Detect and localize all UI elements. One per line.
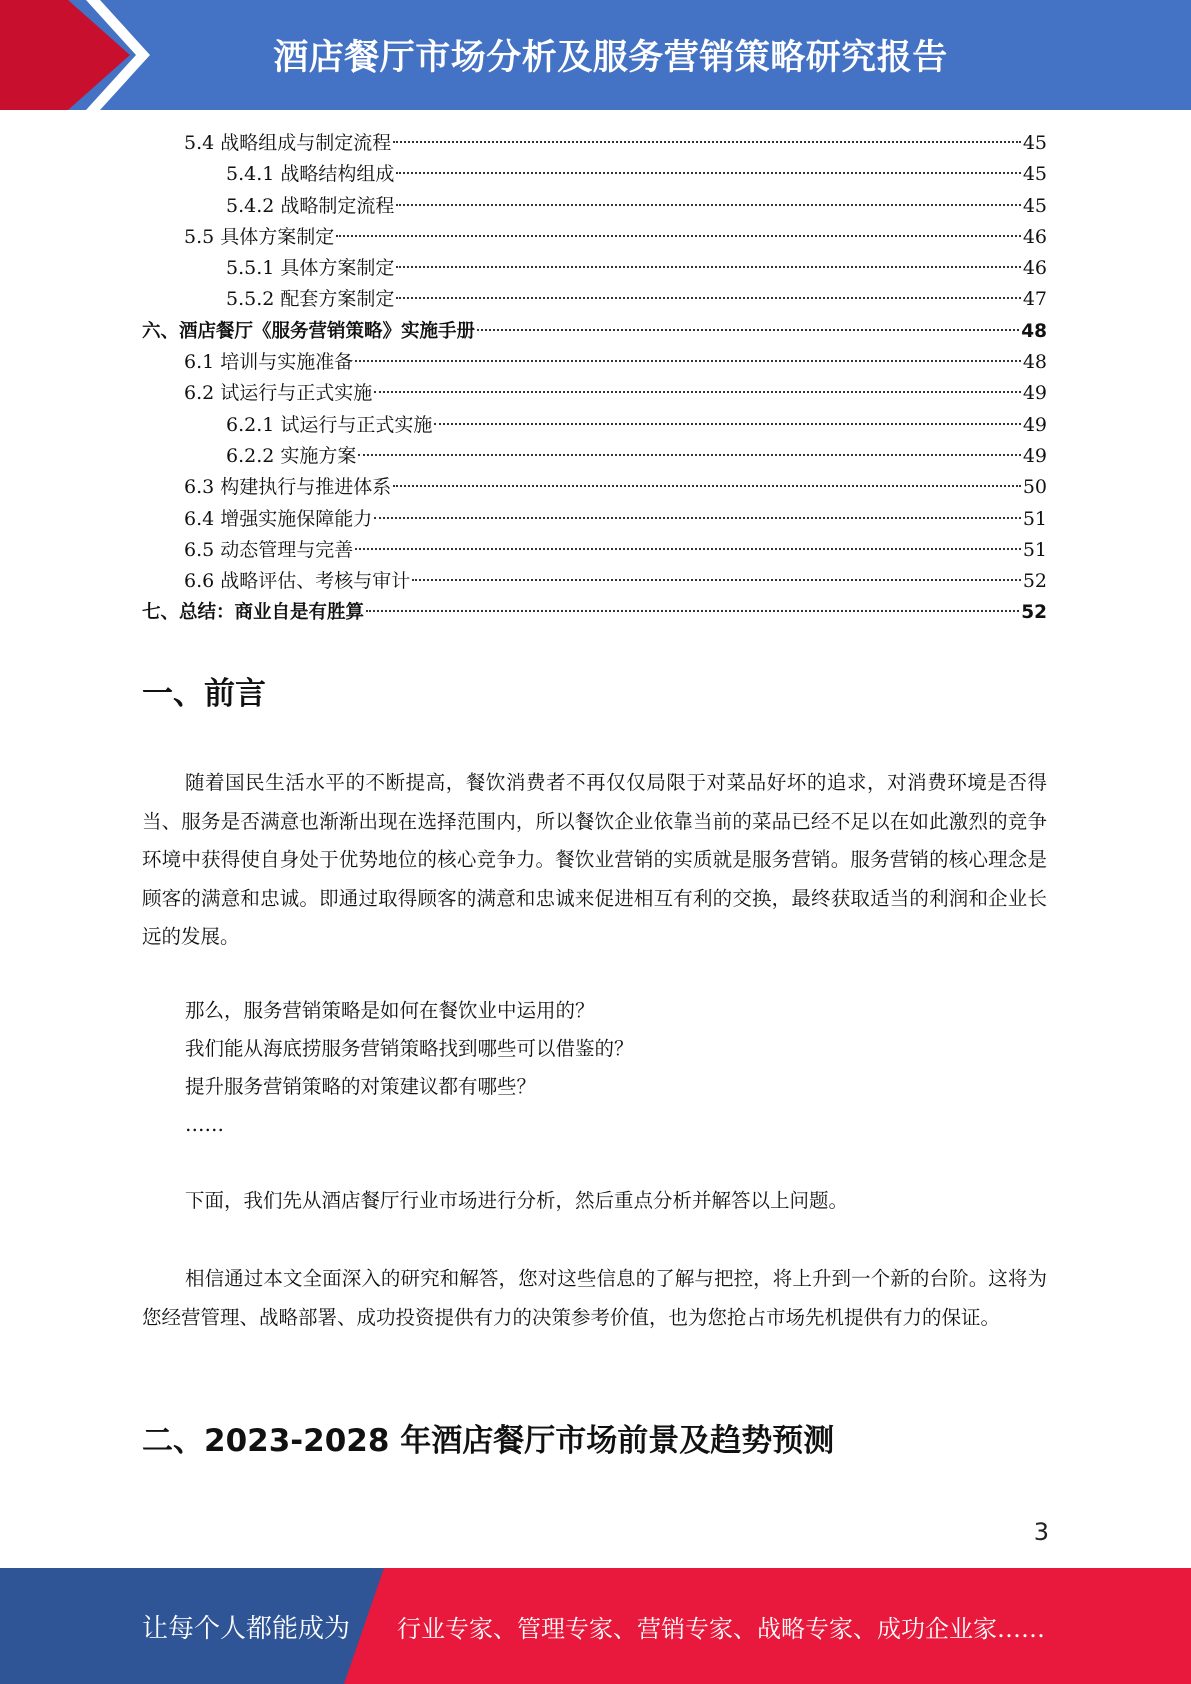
toc-entry-label: 六、酒店餐厅《服务营销策略》实施手册 (142, 320, 476, 342)
toc-entry-label: 5.5 具体方案制定 (184, 225, 335, 248)
footer-slogan-right: 行业专家、管理专家、营销专家、战略专家、成功企业家…… (397, 1614, 1045, 1643)
preface-paragraph: 随着国民生活水平的不断提高，餐饮消费者不再仅仅局限于对菜品好坏的追求，对消费环境是否得当、服务是否满意也渐渐出现在选择范围内，所以餐饮企业依靠当前的菜品已经不足以在如此激烈的竞争环境中获得使自身处于优势地位的核心竞争力。餐饮业营销的实质就是服务营销。服务营销的核心理念是顾客的满意和忠诚。即通过取得顾客的满意和忠诚来促进相互有利的交换，最终获取适当的利润和企业长远的发展。 (142, 771, 1047, 948)
toc-entry[interactable] (142, 159, 1047, 190)
toc-dot-leader (355, 548, 1021, 550)
toc-entry[interactable] (142, 316, 1047, 347)
toc-entry-label: 6.4 增强实施保障能力 (184, 507, 373, 530)
section-heading-market-outlook: 二、2023-2028 年酒店餐厅市场前景及趋势预测 (142, 1423, 835, 1459)
toc-entry-label: 5.5.2 配套方案制定 (226, 288, 395, 311)
toc-entry-page: 45 (1022, 194, 1047, 217)
toc-entry-label: 6.2 试运行与正式实施 (184, 382, 373, 405)
toc-dot-leader (374, 391, 1021, 393)
toc-entry-page: 48 (1022, 351, 1047, 374)
toc-entry-page: 49 (1022, 444, 1047, 467)
toc-entry[interactable] (142, 347, 1047, 378)
toc-entry-page: 50 (1022, 476, 1047, 499)
question-line: 我们能从海底捞服务营销策略找到哪些可以借鉴的？ (185, 1037, 634, 1060)
toc-dot-leader (358, 454, 1020, 456)
toc-entry-label: 6.2.2 实施方案 (226, 444, 357, 467)
toc-dot-leader (434, 423, 1020, 425)
ellipsis-line: …… (185, 1113, 224, 1136)
toc-entry[interactable] (142, 378, 1047, 409)
toc-entry-label: 6.3 构建执行与推进体系 (184, 476, 392, 499)
toc-entry-page: 45 (1022, 163, 1047, 186)
toc-dot-leader (412, 579, 1021, 581)
toc-entry[interactable] (142, 504, 1047, 535)
toc-entry-label: 6.2.1 试运行与正式实施 (226, 413, 433, 436)
toc-entry-label: 6.6 战略评估、考核与审计 (184, 570, 411, 593)
toc-entry-page: 52 (1022, 570, 1047, 593)
toc-entry-page: 51 (1022, 507, 1047, 530)
toc-entry-page: 48 (1021, 320, 1047, 342)
page-number: 3 (1033, 1518, 1049, 1546)
toc-entry-label: 6.1 培训与实施准备 (184, 351, 354, 374)
toc-entry[interactable] (142, 128, 1047, 159)
toc-entry[interactable] (142, 284, 1047, 315)
toc-entry-page: 45 (1022, 132, 1047, 154)
toc-dot-leader (396, 266, 1020, 268)
question-line: 提升服务营销策略的对策建议都有哪些？ (185, 1075, 537, 1098)
toc-entry-page: 47 (1022, 288, 1047, 311)
intro-paragraph: 下面，我们先从酒店餐厅行业市场进行分析，然后重点分析并解答以上问题。 (185, 1189, 849, 1212)
toc-entry-page: 51 (1022, 538, 1047, 561)
toc-dot-leader (336, 235, 1021, 237)
toc-dot-leader (477, 329, 1019, 331)
toc-entry[interactable] (142, 472, 1047, 503)
toc-entry-label: 七、总结：商业自是有胜算 (142, 602, 365, 624)
toc-entry[interactable] (142, 191, 1047, 222)
toc-dot-leader (355, 360, 1021, 362)
toc-entry[interactable] (142, 410, 1047, 441)
toc-entry-page: 49 (1022, 413, 1047, 436)
closing-paragraph: 相信通过本文全面深入的研究和解答，您对这些信息的了解与把控，将上升到一个新的台阶。这将为您经营管理、战略部署、成功投资提供有力的决策参考价值，也为您抢占市场先机提供有力的保证。 (142, 1267, 1047, 1329)
toc-dot-leader (396, 297, 1020, 299)
toc-dot-leader (396, 172, 1020, 174)
header-chevron-decoration (0, 0, 160, 110)
toc-entry-label: 5.4.2 战略制定流程 (226, 194, 395, 217)
toc-dot-leader (396, 204, 1020, 206)
toc-dot-leader (374, 517, 1021, 519)
toc-entry[interactable] (142, 535, 1047, 566)
toc-entry-label: 5.4 战略组成与制定流程 (184, 132, 392, 154)
table-of-contents (142, 128, 1047, 629)
header-title: 酒店餐厅市场分析及服务营销策略研究报告 (273, 38, 948, 78)
toc-entry[interactable] (142, 441, 1047, 472)
toc-dot-leader (366, 610, 1019, 612)
section-heading-preface: 一、前言 (142, 676, 266, 712)
toc-entry-label: 6.5 动态管理与完善 (184, 538, 354, 561)
toc-dot-leader (393, 485, 1021, 487)
toc-entry-page: 46 (1022, 257, 1047, 280)
toc-dot-leader (393, 141, 1021, 143)
toc-entry-page: 52 (1021, 602, 1047, 624)
toc-entry[interactable] (142, 566, 1047, 597)
question-line: 那么，服务营销策略是如何在餐饮业中运用的？ (185, 999, 595, 1022)
page-footer (0, 1568, 1191, 1684)
toc-entry-label: 5.4.1 战略结构组成 (226, 163, 395, 186)
toc-entry[interactable] (142, 253, 1047, 284)
toc-entry[interactable] (142, 222, 1047, 253)
page-header (0, 0, 1191, 110)
toc-entry[interactable] (142, 597, 1047, 628)
toc-entry-page: 46 (1022, 225, 1047, 248)
toc-entry-label: 5.5.1 具体方案制定 (226, 257, 395, 280)
toc-entry-page: 49 (1022, 382, 1047, 405)
footer-slogan-left: 让每个人都能成为 (142, 1613, 351, 1644)
